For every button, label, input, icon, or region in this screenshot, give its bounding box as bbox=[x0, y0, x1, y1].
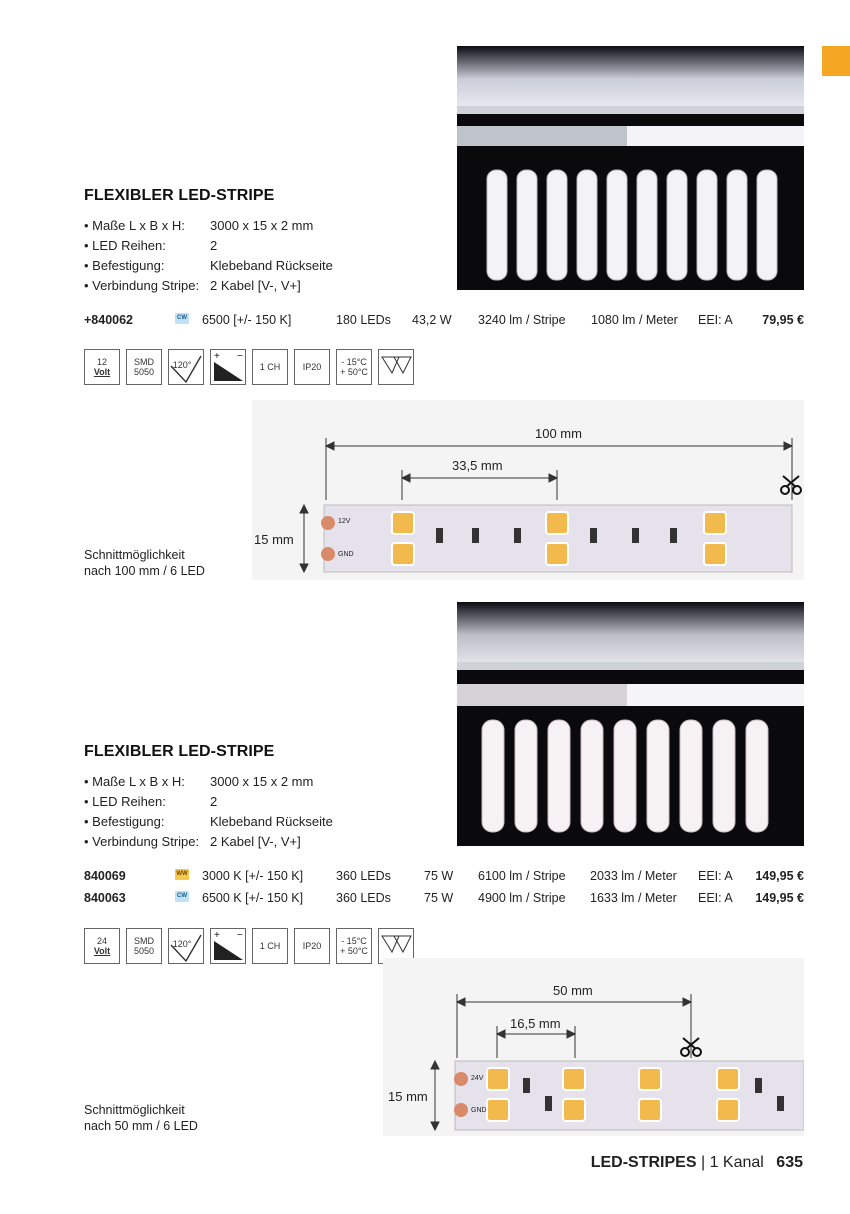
temperature-min: - 15°C bbox=[341, 936, 367, 946]
triangle-mark-icon bbox=[378, 349, 414, 385]
product-row bbox=[84, 867, 804, 885]
wattage: 75 W bbox=[424, 891, 454, 905]
channel-icon bbox=[252, 349, 288, 385]
dimension-total: 100 mm bbox=[535, 426, 582, 441]
price: 149,95 € bbox=[755, 891, 804, 905]
ip-rating-icon bbox=[294, 349, 330, 385]
smd-icon bbox=[126, 349, 162, 385]
section-tab-marker bbox=[822, 46, 850, 76]
spec-key: • Maße L x B x H: bbox=[84, 218, 185, 233]
spec-key: • Befestigung: bbox=[84, 258, 165, 273]
spec-key: • Verbindung Stripe: bbox=[84, 278, 200, 293]
spec-value: 2 bbox=[210, 238, 218, 253]
svg-text:+: + bbox=[214, 930, 220, 941]
product-row bbox=[84, 311, 804, 329]
cct-badge: WW bbox=[175, 869, 189, 880]
channel-label: 1 CH bbox=[259, 941, 281, 951]
energy-class: EEI: A bbox=[698, 313, 733, 327]
svg-text:−: − bbox=[237, 351, 243, 362]
channel-label: 1 CH bbox=[259, 362, 281, 372]
smd-icon bbox=[126, 928, 162, 964]
ip-rating-label: IP20 bbox=[302, 941, 322, 951]
pcb-label-v: 12V bbox=[338, 518, 351, 525]
product-title-2: FLEXIBLER LED-STRIPE bbox=[84, 743, 275, 760]
voltage-unit: Volt bbox=[93, 367, 111, 377]
temperature-max: + 50°C bbox=[340, 946, 368, 956]
spec-value: Klebeband Rückseite bbox=[210, 258, 333, 273]
spec-key: • Maße L x B x H: bbox=[84, 774, 185, 789]
led-count: 180 LEDs bbox=[336, 313, 391, 327]
beam-angle-icon bbox=[168, 349, 204, 385]
temperature-icon bbox=[336, 928, 372, 964]
svg-text:+: + bbox=[214, 351, 220, 362]
dimension-height: 15 mm bbox=[388, 1089, 428, 1104]
dimension-part: 33,5 mm bbox=[452, 458, 503, 473]
footer-separator: | bbox=[700, 1154, 706, 1171]
dimension-total: 50 mm bbox=[553, 983, 593, 998]
beam-angle-icon bbox=[168, 928, 204, 964]
dimmable-icon bbox=[210, 928, 246, 964]
pcb-label-gnd: GND bbox=[338, 551, 354, 558]
smd-label: SMD bbox=[134, 357, 154, 367]
lumen-meter: 2033 lm / Meter bbox=[590, 869, 677, 883]
spec-key: • Befestigung: bbox=[84, 814, 165, 829]
price: 79,95 € bbox=[762, 313, 804, 327]
cct-badge: CW bbox=[175, 891, 189, 902]
svg-text:−: − bbox=[237, 930, 243, 941]
dimension-part: 16,5 mm bbox=[510, 1016, 561, 1031]
pcb-label-gnd: GND bbox=[471, 1107, 487, 1114]
spec-list-1 bbox=[84, 216, 424, 296]
footer-subsection: 1 Kanal bbox=[709, 1154, 764, 1171]
product-photo-2 bbox=[457, 602, 804, 846]
product-title-1: FLEXIBLER LED-STRIPE bbox=[84, 187, 275, 204]
product-photo-1 bbox=[457, 46, 804, 290]
voltage-value: 12 bbox=[96, 357, 107, 367]
voltage-icon bbox=[84, 928, 120, 964]
footer-section: LED-STRIPES bbox=[590, 1154, 697, 1171]
led-count: 360 LEDs bbox=[336, 869, 391, 883]
article-number: +840062 bbox=[84, 313, 134, 327]
color-temperature: 6500 [+/- 150 K] bbox=[202, 313, 292, 327]
cut-note-line: Schnittmöglichkeit bbox=[84, 548, 185, 562]
pcb-label-v: 24V bbox=[471, 1075, 484, 1082]
voltage-unit: Volt bbox=[93, 946, 111, 956]
temperature-max: + 50°C bbox=[340, 367, 368, 377]
temperature-min: - 15°C bbox=[341, 357, 367, 367]
color-temperature: 3000 K [+/- 150 K] bbox=[202, 869, 304, 883]
spec-value: Klebeband Rückseite bbox=[210, 814, 333, 829]
energy-class: EEI: A bbox=[698, 869, 733, 883]
price: 149,95 € bbox=[755, 869, 804, 883]
cut-note-2 bbox=[84, 1102, 198, 1134]
cut-note-1 bbox=[84, 547, 205, 579]
wattage: 75 W bbox=[424, 869, 454, 883]
led-count: 360 LEDs bbox=[336, 891, 391, 905]
smd-type: 5050 bbox=[133, 367, 155, 377]
page-footer bbox=[591, 1154, 803, 1172]
channel-icon bbox=[252, 928, 288, 964]
spec-value: 3000 x 15 x 2 mm bbox=[210, 218, 314, 233]
lumen-stripe: 3240 lm / Stripe bbox=[478, 313, 566, 327]
product-row bbox=[84, 889, 804, 907]
spec-key: • LED Reihen: bbox=[84, 238, 166, 253]
spec-value: 2 Kabel [V-, V+] bbox=[210, 278, 301, 293]
energy-class: EEI: A bbox=[698, 891, 733, 905]
spec-list-2 bbox=[84, 772, 424, 852]
spec-key: • LED Reihen: bbox=[84, 794, 166, 809]
lumen-meter: 1080 lm / Meter bbox=[591, 313, 678, 327]
ip-rating-icon bbox=[294, 928, 330, 964]
cut-note-line: Schnittmöglichkeit bbox=[84, 1103, 185, 1117]
spec-value: 2 Kabel [V-, V+] bbox=[210, 834, 301, 849]
page-number: 635 bbox=[776, 1154, 803, 1171]
dimension-diagram-1 bbox=[252, 400, 804, 580]
spec-key: • Verbindung Stripe: bbox=[84, 834, 200, 849]
lumen-stripe: 4900 lm / Stripe bbox=[478, 891, 566, 905]
lumen-stripe: 6100 lm / Stripe bbox=[478, 869, 566, 883]
spec-value: 2 bbox=[210, 794, 218, 809]
spec-value: 3000 x 15 x 2 mm bbox=[210, 774, 314, 789]
ip-rating-label: IP20 bbox=[302, 362, 322, 372]
article-number: 840069 bbox=[84, 869, 126, 883]
voltage-value: 24 bbox=[96, 936, 107, 946]
article-number: 840063 bbox=[84, 891, 126, 905]
dimmable-icon bbox=[210, 349, 246, 385]
lumen-meter: 1633 lm / Meter bbox=[590, 891, 677, 905]
color-temperature: 6500 K [+/- 150 K] bbox=[202, 891, 304, 905]
dimension-diagram-2 bbox=[383, 958, 804, 1136]
smd-label: SMD bbox=[134, 936, 154, 946]
dimension-height: 15 mm bbox=[254, 532, 294, 547]
wattage: 43,2 W bbox=[412, 313, 452, 327]
cut-note-line: nach 50 mm / 6 LED bbox=[84, 1119, 198, 1133]
beam-angle-value: 120° bbox=[172, 939, 192, 949]
feature-icons-2 bbox=[84, 928, 424, 966]
beam-angle-value: 120° bbox=[172, 360, 192, 370]
feature-icons-1 bbox=[84, 349, 424, 387]
cut-note-line: nach 100 mm / 6 LED bbox=[84, 564, 205, 578]
temperature-icon bbox=[336, 349, 372, 385]
smd-type: 5050 bbox=[133, 946, 155, 956]
cct-badge: CW bbox=[175, 313, 189, 324]
voltage-icon bbox=[84, 349, 120, 385]
